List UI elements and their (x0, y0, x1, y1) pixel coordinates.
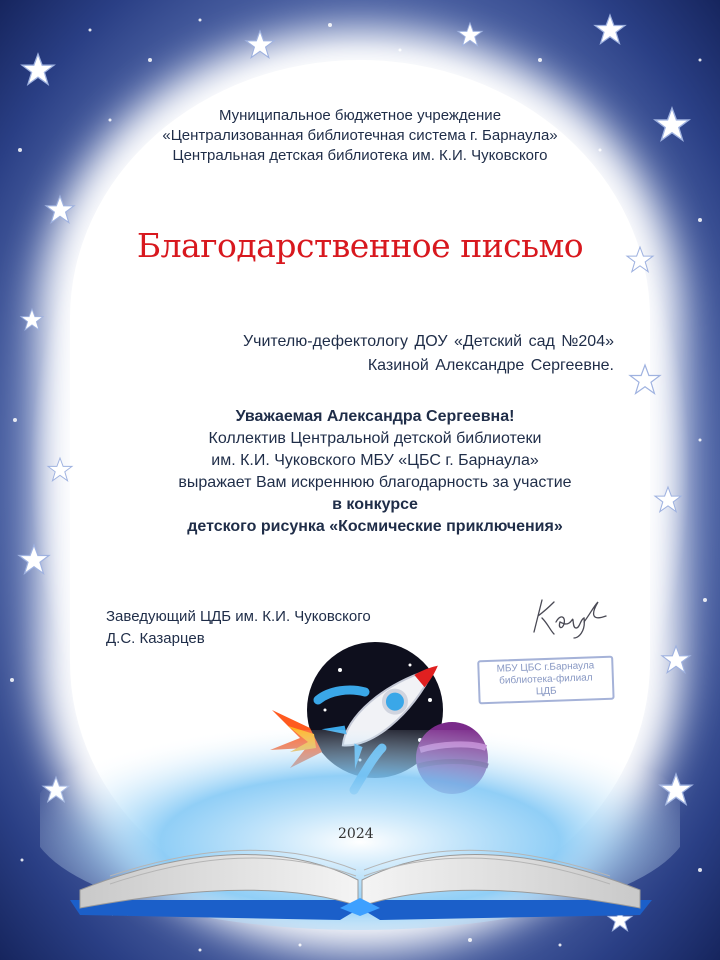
body-line-1: Коллектив Центральной детской библиотеки (208, 430, 542, 447)
document-title: Благодарственное письмо (136, 226, 584, 265)
body-line-5: детского рисунка «Космические приключения» (187, 518, 563, 535)
stamp-line-3: ЦДБ (535, 685, 557, 698)
recipient-block (243, 330, 614, 378)
body-line-3: выражает Вам искреннюю благодарность за участие (178, 474, 572, 491)
handwritten-signature (520, 592, 610, 642)
recipient-line-2: Казиной Александре Сергеевне. (367, 357, 614, 374)
body-line-4: в конкурсе (332, 496, 418, 513)
header-line-2: «Централизованная библиотечная система г. Барнаула» (162, 127, 558, 144)
letter-body (0, 406, 720, 538)
recipient-line-1: Учителю-дефектологу ДОУ «Детский сад №204» (242, 333, 614, 350)
header-line-1: Муниципальное бюджетное учреждение (218, 107, 502, 124)
salutation: Уважаемая Александра Сергеевна! (235, 408, 515, 425)
year-label: 2024 (338, 826, 374, 842)
stamp-line-2: библиотека-филиал (498, 672, 593, 687)
body-line-2: им. К.И. Чуковского МБУ «ЦБС г. Барнаула» (211, 452, 539, 469)
signer-position: Заведующий ЦДБ им. К.И. Чуковского (106, 608, 371, 625)
signer-name: Д.С. Казарцев (106, 630, 205, 647)
stamp-line-1: МБУ ЦБС г.Барнаула (496, 660, 595, 675)
organization-header (0, 106, 720, 166)
header-line-3: Центральная детская библиотека им. К.И. Чуковского (172, 147, 548, 164)
